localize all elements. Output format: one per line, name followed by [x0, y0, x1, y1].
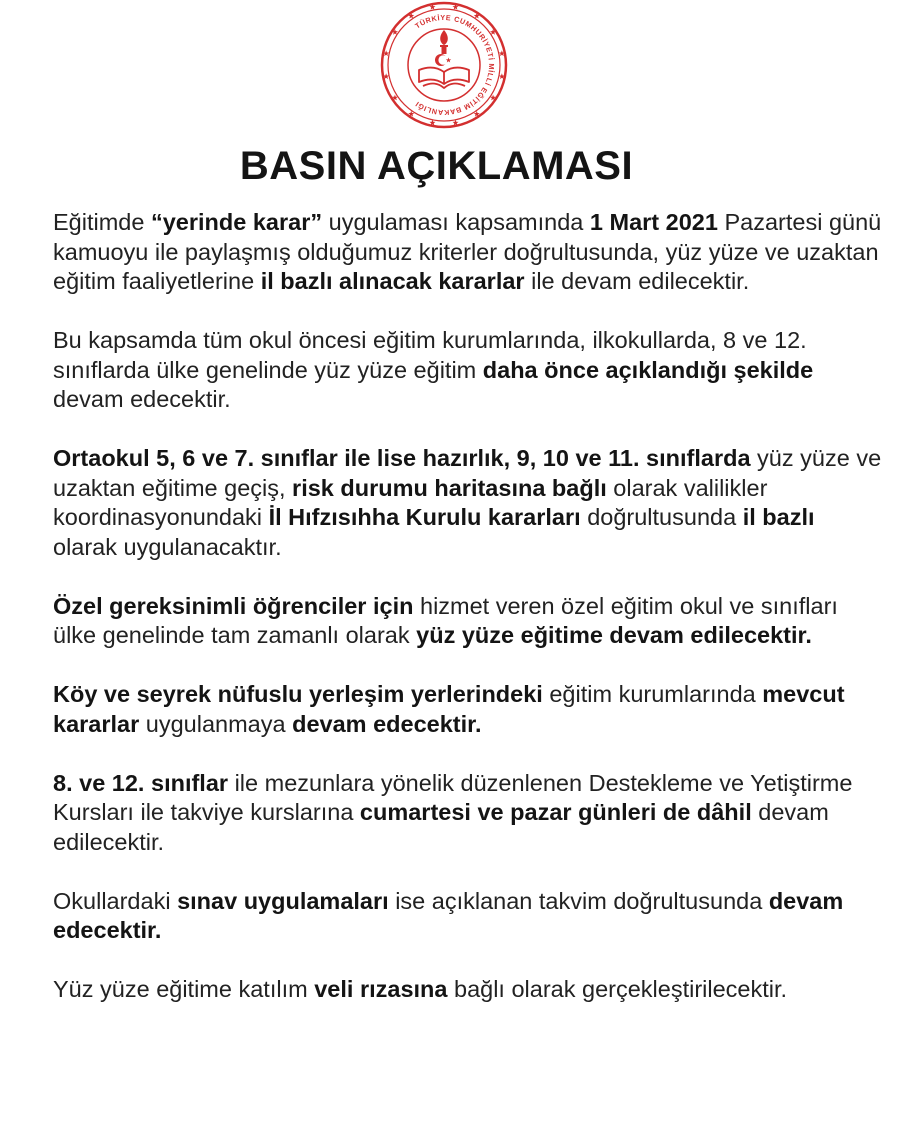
text: Okullardaki — [53, 887, 178, 914]
bold-text: Ortaokul 5, 6 ve 7. sınıflar ile lise hazırlık, 9, 10 ve 11. sınıflarda — [53, 445, 751, 471]
text: hizmet veren özel eğitim okul ve sınıfları ülke genelinde tam zamanlı olarak — [53, 592, 838, 648]
bold-text: il bazlı — [742, 504, 815, 530]
paragraph-2 — [53, 326, 883, 415]
page-title: BASIN AÇIKLAMASI — [239, 144, 634, 188]
bold-text: 8. ve 12. sınıflar — [53, 769, 229, 796]
text: devam edecektir. — [53, 386, 231, 412]
text: ile mezunlara yönelik düzenlenen Destekleme ve Yetiştirme Kursları ile takviye kurslarına — [53, 769, 853, 825]
bold-text: devam edecektir. — [53, 887, 844, 943]
paragraph-1 — [53, 208, 883, 297]
bold-text: mevcut kararlar — [53, 681, 845, 737]
meb-seal-logo — [377, 0, 511, 130]
bold-text: Özel gereksinimli öğrenciler için — [53, 592, 414, 619]
bold-text: sınav uygulamaları — [177, 887, 389, 914]
press-release-body — [53, 208, 883, 1034]
bold-text: “yerinde karar” — [150, 209, 323, 235]
bold-text: risk durumu haritasına bağlı — [292, 474, 607, 501]
bold-text: cumartesi ve pazar günleri de dâhil — [359, 799, 752, 825]
text: uygulanmaya — [139, 710, 293, 737]
text: Eğitimde — [53, 209, 151, 235]
bold-text: daha önce açıklandığı şekilde — [482, 356, 814, 383]
paragraph-4 — [53, 592, 883, 651]
text: ise açıklanan takvim doğrultusunda — [388, 887, 769, 914]
text: olarak uygulanacaktır. — [53, 533, 282, 560]
bold-text: devam edecektir. — [292, 710, 482, 737]
text: eğitim kurumlarında — [542, 681, 763, 707]
text: Yüz yüze eğitime katılım — [53, 976, 315, 1002]
svg-text:TÜRKİYE CUMHURİYETİ MİLLİ EĞİT: TÜRKİYE CUMHURİYETİ MİLLİ EĞİTİM BAKANLIĞI — [413, 12, 497, 118]
paragraph-6 — [53, 769, 883, 858]
bold-text: 1 Mart 2021 — [589, 209, 718, 235]
paragraph-8 — [53, 975, 883, 1005]
seal-icon — [377, 0, 511, 130]
text: bağlı olarak gerçekleştirilecektir. — [447, 976, 788, 1002]
text: Bu kapsamda tüm okul öncesi eğitim kurumlarında, ilkokullarda, 8 ve 12. sınıflarda ülke genelinde yüz yüze eğitim — [53, 327, 807, 383]
bold-text: İl Hıfzısıhha Kurulu kararları — [268, 504, 581, 530]
text: ile devam edilecektir. — [524, 268, 750, 294]
text: devam edilecektir. — [53, 799, 829, 855]
paragraph-5 — [53, 680, 883, 739]
text: olarak valilikler koordinasyonundaki — [53, 474, 768, 530]
text: doğrultusunda — [580, 504, 743, 530]
text: uygulaması kapsamında — [322, 209, 590, 235]
bold-text: veli rızasına — [314, 976, 448, 1002]
text: yüz yüze ve uzaktan eğitime geçiş, — [53, 445, 882, 501]
paragraph-7 — [53, 887, 883, 946]
text: Pazartesi günü kamuoyu ile paylaşmış olduğumuz kriterler doğrultusunda, yüz yüze ve uzaktan eğitim faaliyetlerine — [53, 209, 882, 294]
bold-text: il bazlı alınacak kararlar — [260, 268, 525, 294]
paragraph-3 — [53, 444, 883, 562]
bold-text: Köy ve seyrek nüfuslu yerleşim yerlerindeki — [53, 681, 543, 707]
bold-text: yüz yüze eğitime devam edilecektir. — [416, 622, 812, 648]
